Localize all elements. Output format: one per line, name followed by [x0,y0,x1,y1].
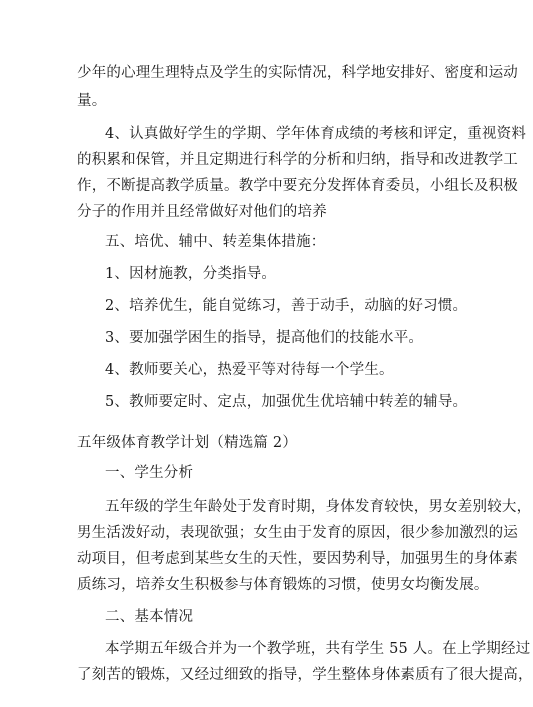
section-heading: 二、基本情况 [105,609,194,625]
paragraph-line: 4、认真做好学生的学期、学年体育成绩的考核和评定，重视资料 [105,126,527,142]
list-item: 4、教师要关心，热爱平等对待每一个学生。 [105,362,394,378]
paragraph-line: 少年的心理生理特点及学生的实际情况，科学地安排好、密度和运动 [77,65,518,81]
section-heading: 一、学生分析 [105,465,194,481]
paragraph-line: 动项目，但考虑到某些女生的天性，要因势利导，加强男生的身体素 [77,551,518,567]
paragraph-line: 作，不断提高教学质量。教学中要充分发挥体育委员，小组长及积极 [77,178,518,194]
paragraph-line: 了刻苦的锻炼，又经过细致的指导，学生整体身体素质有了很大提高， [77,667,533,683]
list-item: 5、教师要定时、定点，加强优生优培辅中转差的辅导。 [105,394,468,410]
list-item: 3、要加强学困生的指导，提高他们的技能水平。 [105,330,424,346]
paragraph-line: 五年级的学生年龄处于发育时期，身体发育较快，男女差别较大， [105,499,532,515]
section-heading: 五、培优、辅中、转差集体措施： [105,234,326,250]
list-item: 1、因材施教，分类指导。 [105,266,277,282]
list-item: 2、培养优生，能自觉练习，善于动手，动脑的好习惯。 [105,298,468,314]
paragraph-line: 分子的作用并且经常做好对他们的培养 [77,204,327,220]
paragraph-line: 男生活泼好动，表现欲强；女生由于发育的原因，很少参加激烈的运 [77,525,518,541]
paragraph-line: 的积累和保管，并且定期进行科学的分析和归纳，指导和改进教学工 [77,152,518,168]
paragraph-line: 量。 [77,93,107,109]
paragraph-line: 本学期五年级合并为一个教学班，共有学生 55 人。在上学期经过 [105,641,531,657]
document-title: 五年级体育教学计划（精选篇 2） [77,435,298,451]
paragraph-line: 质练习，培养女生积极参与体育锻炼的习惯，使男女均衡发展。 [77,577,489,593]
